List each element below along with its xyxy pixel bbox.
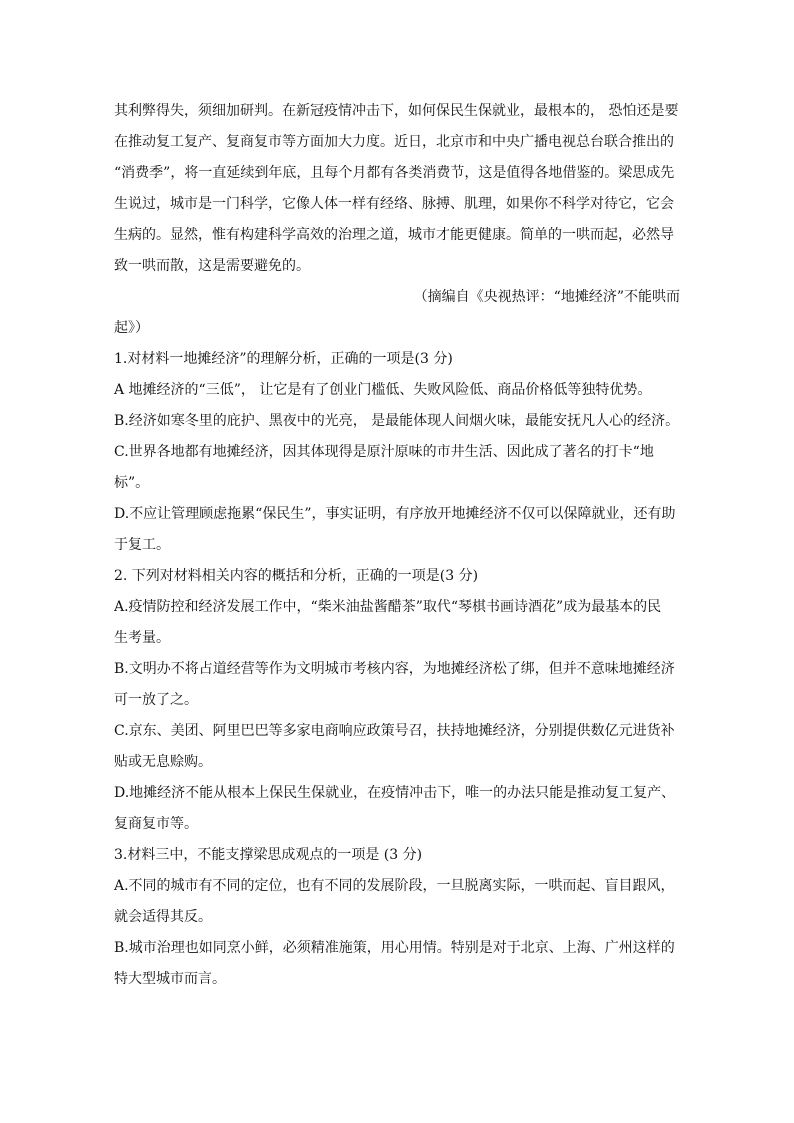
option-c-continued: 标”。 xyxy=(114,475,150,491)
option-c-continued: 贴或无息赊购。 xyxy=(114,754,212,770)
option-b-continued: 特大型城市而言。 xyxy=(114,971,226,987)
question-3 xyxy=(114,840,680,995)
passage xyxy=(114,96,680,344)
option-a-continued: 就会适得其反。 xyxy=(114,909,212,925)
option-b: B.城市治理也如同烹小鲜，必须精准施策，用心用情。特别是对于北京、上海、广州这样的 xyxy=(114,940,675,956)
option-d-continued: 复商复市等。 xyxy=(114,816,198,832)
option-a: A.不同的城市有不同的定位，也有不同的发展阶段，一旦脱离实际，一哄而起、盲目跟风， xyxy=(114,878,675,894)
option-a: A.疫情防控和经济发展工作中，“柴米油盐酱醋茶”取代“琴棋书画诗酒花”成为最基本的民 xyxy=(114,599,662,615)
option-c: C.京东、美团、阿里巴巴等多家电商响应政策号召，扶持地摊经济，分别提供数亿元进货补 xyxy=(114,723,675,739)
source-citation: （摘编自《央视热评：“地摊经济”不能哄而 xyxy=(413,289,680,305)
option-a-continued: 生考量。 xyxy=(114,630,170,646)
question-stem: 2. 下列对材料相关内容的概括和分析，正确的一项是(3 分) xyxy=(114,568,479,584)
passage-line: 在推动复工复产、复商复市等方面加大力度。近日，北京市和中央广播电视总台联合推出的 xyxy=(114,134,674,150)
passage-line: 致一哄而散，这是需要避免的。 xyxy=(114,258,310,274)
option-d-continued: 于复工。 xyxy=(114,537,170,553)
question-stem: 3.材料三中，不能支撑梁思成观点的一项是 (3 分) xyxy=(114,847,423,863)
passage-line: 其利弊得失，须细加研判。在新冠疫情冲击下，如何保民生保就业，最根本的， 恐怕还是要 xyxy=(114,103,679,119)
option-d: D.地摊经济不能从根本上保民生保就业，在疫情冲击下，唯一的办法只能是推动复工复产、 xyxy=(114,785,676,801)
option-d: D.不应让管理顾虑拖累“保民生”，事实证明，有序放开地摊经济不仅可以保障就业，还有助 xyxy=(114,506,676,522)
source-citation-continued: 起》） xyxy=(114,320,149,336)
document-page xyxy=(114,96,680,995)
passage-line: “消费季”，将一直延续到年底，且每个月都有各类消费节，这是值得各地借鉴的。梁思成先 xyxy=(114,165,675,181)
option-c: C.世界各地都有地摊经济，因其体现得是原汁原味的市井生活、因此成了著名的打卡“地 xyxy=(114,444,654,460)
option-b-continued: 可一放了之。 xyxy=(114,692,198,708)
option-b: B.文明办不将占道经营等作为文明城市考核内容，为地摊经济松了绑，但并不意味地摊经济 xyxy=(114,661,675,677)
option-b: B.经济如寒冬里的庇护、黑夜中的光亮， 是最能体现人间烟火味，最能安抚凡人心的经济。 xyxy=(114,413,680,429)
question-1 xyxy=(114,344,680,561)
option-a: A 地摊经济的“三低”， 让它是有了创业门槛低、失败风险低、商品价格低等独特优势。 xyxy=(114,382,652,398)
question-stem: 1.对材料一地摊经济”的理解分析，正确的一项是(3 分) xyxy=(114,351,453,367)
passage-line: 生说过，城市是一门科学，它像人体一样有经络、脉搏、肌理，如果你不科学对待它，它会 xyxy=(114,196,674,212)
passage-line: 生病的。显然，惟有构建科学高效的治理之道，城市才能更健康。简单的一哄而起，必然导 xyxy=(114,227,674,243)
question-2 xyxy=(114,561,680,840)
